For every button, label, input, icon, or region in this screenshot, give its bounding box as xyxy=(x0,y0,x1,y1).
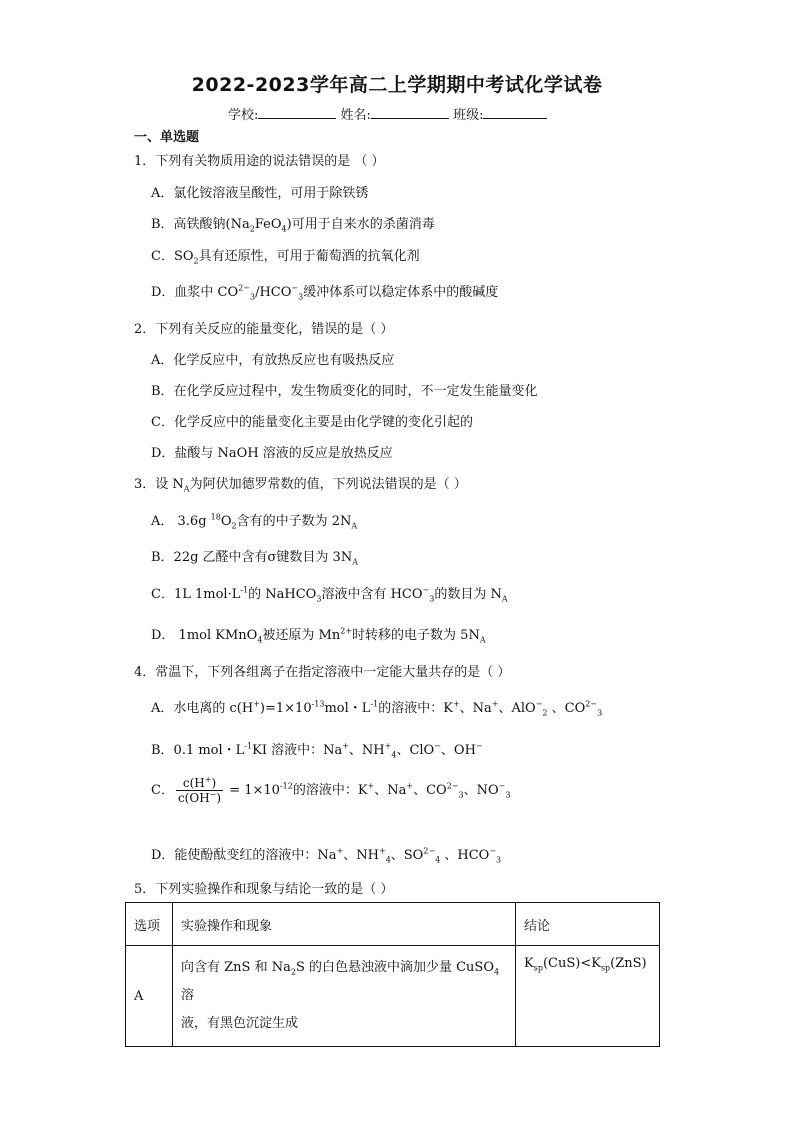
table-row xyxy=(126,946,660,1047)
table-header-row xyxy=(126,903,660,946)
name-label: 姓名: xyxy=(340,108,371,123)
q2-option-b: B．在化学反应过程中，发生物质变化的同时，不一定发生能量变化 xyxy=(151,384,538,399)
q1-option-b: B．高铁酸钠$(Na_2FeO_4)$可用于自来水的杀菌消毒 xyxy=(151,217,435,234)
q2-option-a: A．化学反应中，有放热反应也有吸热反应 xyxy=(151,353,395,368)
school-blank[interactable] xyxy=(258,106,336,119)
q4-option-b: B．0.1 mol・$L^{-1}KI$ 溶液中：Na+、$NH^+_4$、ClO−、OH− xyxy=(151,741,483,760)
class-label: 班级: xyxy=(453,108,484,123)
q3-option-b: B．22g 乙醛中含有σ键数目为 $3N_A$ xyxy=(151,550,358,567)
row-a-conclusion: $K_{sp}(CuS)<K_{sp}(ZnS)$ xyxy=(516,946,660,1047)
class-blank[interactable] xyxy=(483,106,547,119)
q1-option-d: D．血浆中 $CO^{2-}_3/HCO^-_3$缓冲体系可以稳定体系中的酸碱度 xyxy=(151,283,499,302)
q2-option-d: D．盐酸与 NaOH 溶液的反应是放热反应 xyxy=(151,446,393,461)
q2-option-c: C．化学反应中的能量变化主要是由化学键的变化引起的 xyxy=(151,415,473,430)
row-a-operation: 向含有 ZnS 和 $Na_2S$ 的白色悬浊液中滴加少量 CuSO$_4$溶 液，有黑色沉淀生成 xyxy=(173,946,516,1047)
question-2-stem: 2．下列有关反应的能量变化，错误的是（ ） xyxy=(134,322,394,337)
ratio-fraction: $\frac{c(H^+)}{c(OH^-)}$ xyxy=(177,775,222,805)
question-5-stem: 5．下列实验操作和现象与结论一致的是（ ） xyxy=(134,882,394,897)
header-operation: 实验操作和现象 xyxy=(173,903,516,946)
question-3-stem: 3．设 $N_A$为阿伏加德罗常数的值，下列说法错误的是（ ） xyxy=(134,477,467,494)
student-info-line xyxy=(228,104,547,123)
header-option: 选项 xyxy=(126,903,173,946)
section-heading: 一、单选题 xyxy=(134,130,200,145)
question-4-stem: 4．常温下，下列各组离子在指定溶液中一定能大量共存的是（ ） xyxy=(134,665,511,680)
experiment-table xyxy=(125,902,660,1047)
header-conclusion: 结论 xyxy=(516,903,660,946)
name-blank[interactable] xyxy=(371,106,449,119)
q3-option-d: D． 1mol KMnO$_4$被还原为 $Mn^{2+}$时转移的电子数为 $5N_A$ xyxy=(151,626,486,645)
row-a-option: A xyxy=(126,946,173,1047)
q3-option-c: C．1L $1mol\cdot L^{-1}$的 NaHCO$_3$溶液中含有 $HCO^-_3$的数目为 $N_A$ xyxy=(151,585,508,604)
q3-option-a: A． 3.6g $^{18}O_2$含有的中子数为 $2N_A$ xyxy=(151,512,358,531)
school-label: 学校: xyxy=(228,108,259,123)
q4-option-a: A．水电离的 $c(H^+)=1\times 10^{-13}mol$・$L^{-1}$的溶液中：K+、Na+、AlO−$_2$ 、$CO^{2-}_3$ xyxy=(151,699,603,718)
q1-option-c: C．$SO_2$具有还原性，可用于葡萄酒的抗氧化剂 xyxy=(151,249,420,266)
q1-option-a: A．氯化铵溶液呈酸性，可用于除铁锈 xyxy=(151,186,369,201)
q4-option-c: C． $\frac{c(H^+)}{c(OH^-)}$ = $1\times 10^{-12}$的溶液中：K+、Na+、$CO^{2-}_3$、$NO^-_3$ xyxy=(151,775,511,805)
q4-option-d: D．能使酚酞变红的溶液中：Na+、$NH^+_4$、$SO^{2-}_4$ 、$HCO^-_3$ xyxy=(151,846,502,865)
exam-title: 2022-2023学年高二上学期期中考试化学试卷 xyxy=(191,74,603,96)
question-1-stem: 1．下列有关物质用途的说法错误的是 （ ） xyxy=(134,154,385,169)
